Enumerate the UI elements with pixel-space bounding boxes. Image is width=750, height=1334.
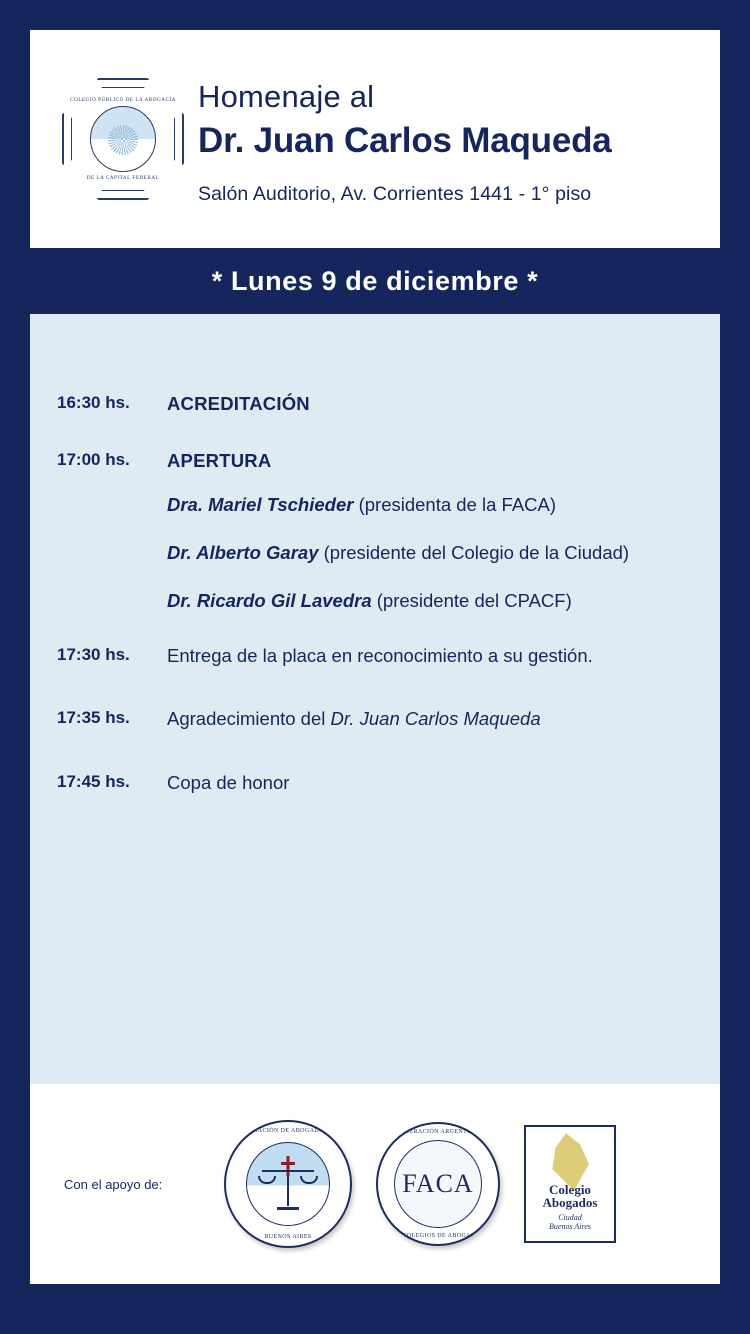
cpacf-seal-icon (58, 78, 188, 200)
program-row (30, 449, 720, 472)
program-time: 17:00 hs. (57, 450, 130, 470)
colegio-abogados-ciudad-logo-icon (524, 1125, 616, 1243)
speaker-role: (presidente del Colegio de la Ciudad) (318, 542, 630, 564)
program-label-italic: Dr. Juan Carlos Maqueda (330, 708, 541, 730)
header-text-block (188, 73, 692, 206)
logo-line-4: Buenos Aires (549, 1222, 591, 1231)
program-row (30, 392, 720, 415)
seal-ring-top-text: FEDERACIÓN ARGENTINA (396, 1129, 480, 1135)
scales-of-justice-icon (258, 1156, 318, 1212)
logo-line-3: Ciudad (558, 1213, 582, 1222)
program-time: 17:35 hs. (57, 708, 130, 728)
speaker-row (30, 494, 720, 516)
speaker-name: Dr. Alberto Garay (167, 542, 319, 564)
seal-inner-emblem (90, 106, 156, 172)
poster-header (30, 30, 720, 248)
asociacion-abogados-buenos-aires-seal-icon (224, 1120, 352, 1248)
support-label: Con el apoyo de: (64, 1176, 163, 1192)
seal-top-text: COLEGIO PÚBLICO DE LA ABOGACÍA (70, 97, 176, 103)
seal-ring-bottom-text: BUENOS AIRES (264, 1234, 312, 1240)
speaker-row (30, 590, 720, 612)
program-time: 16:30 hs. (57, 393, 130, 412)
program-row (30, 707, 720, 730)
octagonal-seal (62, 78, 184, 200)
seal-ring-bottom-text: DE COLEGIOS DE ABOGADOS (391, 1233, 485, 1239)
page-title: Dr. Juan Carlos Maqueda (198, 120, 612, 160)
speaker-row (30, 542, 720, 564)
program-row (30, 644, 720, 667)
venue-text: Salón Auditorio, Av. Corrientes 1441 - 1° piso (198, 182, 592, 205)
program-label: Entrega de la placa en reconocimiento a su gestión. (167, 645, 593, 667)
program-label: ACREDITACIÓN (167, 393, 310, 414)
date-bar (30, 248, 720, 314)
faca-seal-icon (376, 1122, 500, 1246)
date-label: * Lunes 9 de diciembre * (211, 265, 539, 296)
logo-line-1: Colegio (549, 1181, 591, 1197)
seal-ring-top-text: ASOCIACIÓN DE ABOGADOS DE (237, 1128, 339, 1134)
program-label: Copa de honor (167, 771, 290, 793)
faca-monogram: FACA (402, 1169, 474, 1198)
speaker-name: Dr. Ricardo Gil Lavedra (167, 590, 372, 612)
logo-line-2: Abogados (542, 1195, 598, 1211)
program-label: APERTURA (167, 450, 272, 472)
program-row (30, 771, 720, 794)
program-label: Agradecimiento del (167, 708, 331, 730)
speaker-role: (presidente del CPACF) (371, 590, 572, 612)
poster-footer (30, 1084, 720, 1284)
speaker-name: Dra. Mariel Tschieder (167, 494, 354, 516)
pretitle: Homenaje al (198, 78, 375, 114)
footer-logo-strip (184, 1120, 686, 1248)
program-time: 17:30 hs. (57, 645, 130, 665)
seal-core (394, 1140, 482, 1228)
seal-bottom-text: DE LA CAPITAL FEDERAL (86, 175, 160, 181)
program-panel (30, 314, 720, 1084)
program-time: 17:45 hs. (57, 771, 130, 791)
speaker-role: (presidenta de la FACA) (353, 494, 557, 516)
